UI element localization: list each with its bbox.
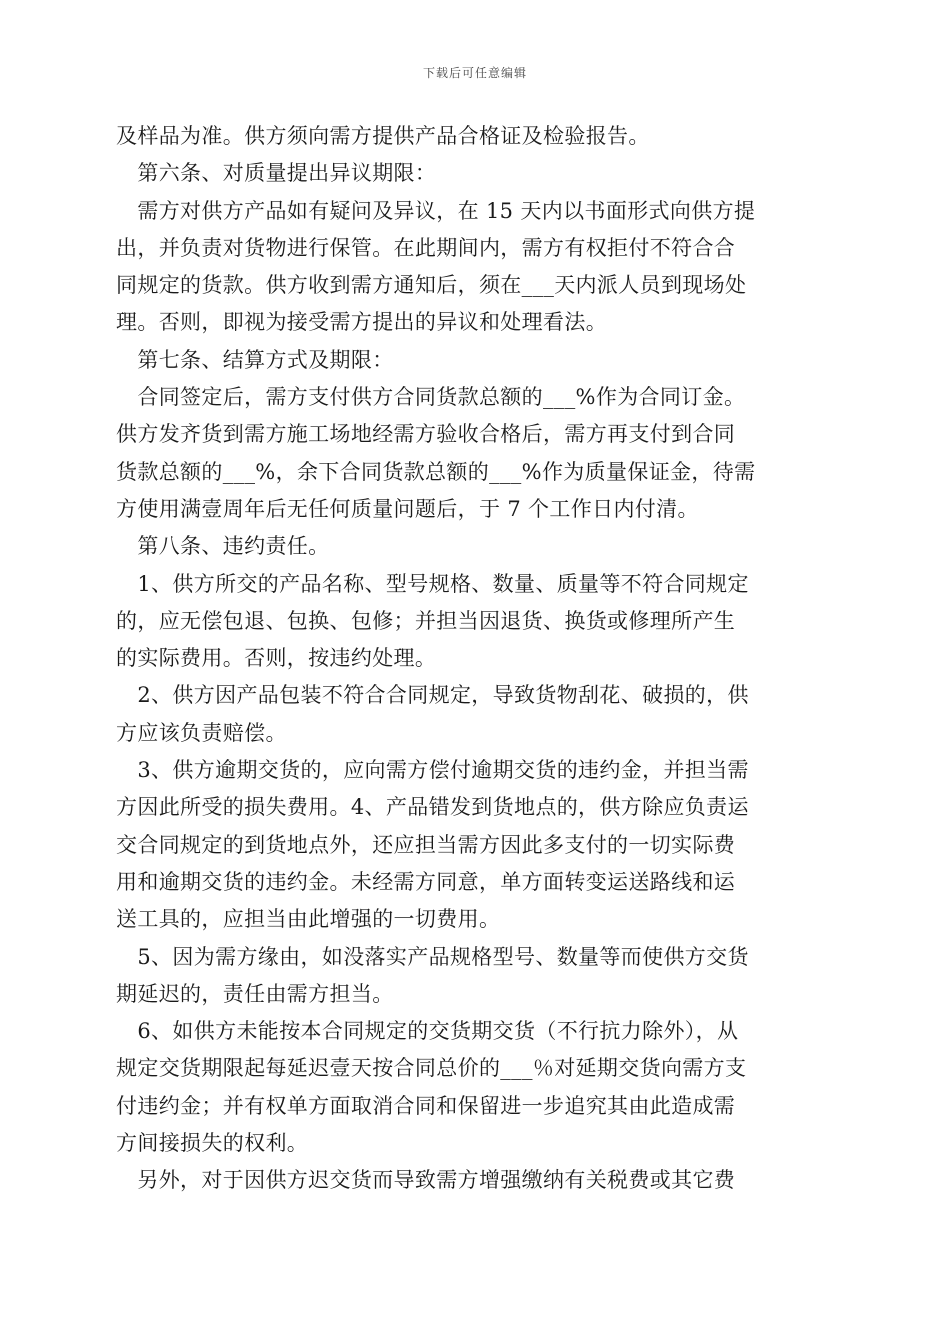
text-line: 第八条、违约责任。 (116, 534, 330, 559)
text-line: 方应该负责赔偿。 (116, 720, 287, 745)
text-line: 5、因为需方缘由，如没落实产品规格型号、数量等而使供方交货 (116, 944, 749, 969)
text-line: 6、如供方未能按本合同规定的交货期交货（不行抗力除外），从 (116, 1019, 739, 1044)
text-line: 送工具的，应担当由此增强的一切费用。 (116, 907, 501, 932)
text-line: 方使用满壹周年后无任何质量问题后，于 7 个工作日内付清。 (116, 496, 699, 521)
text-line: 的，应无偿包退、包换、包修；并担当因退货、换货或修理所产生 (116, 608, 736, 633)
text-line: 同规定的货款。供方收到需方通知后，须在___天内派人员到现场处 (116, 273, 747, 298)
text-line: 及样品为准。供方须向需方提供产品合格证及检验报告。 (116, 124, 650, 148)
text-line: 供方发齐货到需方施工场地经需方验收合格后，需方再支付到合同 (116, 422, 736, 447)
text-line: 方间接损失的权利。 (116, 1131, 309, 1156)
text-line: 用和逾期交货的违约金。未经需方同意，单方面转变运送路线和运 (116, 869, 736, 894)
text-line: 需方对供方产品如有疑问及异议，在 15 天内以书面形式向供方提 (116, 198, 756, 223)
text-line: 出，并负责对货物进行保管。在此期间内，需方有权拒付不符合合 (116, 235, 736, 260)
text-line: 的实际费用。否则，按违约处理。 (116, 646, 437, 671)
text-line: 货款总额的___%，余下合同货款总额的___%作为质量保证金，待需 (116, 459, 756, 484)
text-line: 付违约金；并有权单方面取消合同和保留进一步追究其由此造成需 (116, 1093, 736, 1118)
text-line: 1、供方所交的产品名称、型号规格、数量、质量等不符合同规定 (116, 571, 749, 596)
text-line: 交合同规定的到货地点外，还应担当需方因此多支付的一切实际费 (116, 832, 736, 857)
text-line: 第六条、对质量提出异议期限： (116, 161, 437, 186)
text-line: 另外，对于因供方迟交货而导致需方增强缴纳有关税费或其它费 (116, 1168, 736, 1193)
document-body (116, 118, 836, 1200)
text-line: 第七条、结算方式及期限： (116, 347, 394, 372)
page-header: 下载后可任意编辑 (422, 66, 527, 80)
text-line: 合同签定后，需方支付供方合同货款总额的___%作为合同订金。 (116, 385, 746, 410)
text-line: 期延迟的，责任由需方担当。 (116, 981, 394, 1006)
text-line: 理。否则，即视为接受需方提出的异议和处理看法。 (116, 310, 608, 335)
text-line: 方因此所受的损失费用。4、产品错发到货地点的，供方除应负责运 (116, 795, 749, 820)
text-line: 规定交货期限起每延迟壹天按合同总价的___％对延期交货向需方支 (116, 1056, 747, 1081)
text-line: 2、供方因产品包装不符合合同规定，导致货物刮花、破损的，供 (116, 683, 749, 708)
text-line: 3、供方逾期交货的，应向需方偿付逾期交货的违约金，并担当需 (116, 758, 749, 783)
